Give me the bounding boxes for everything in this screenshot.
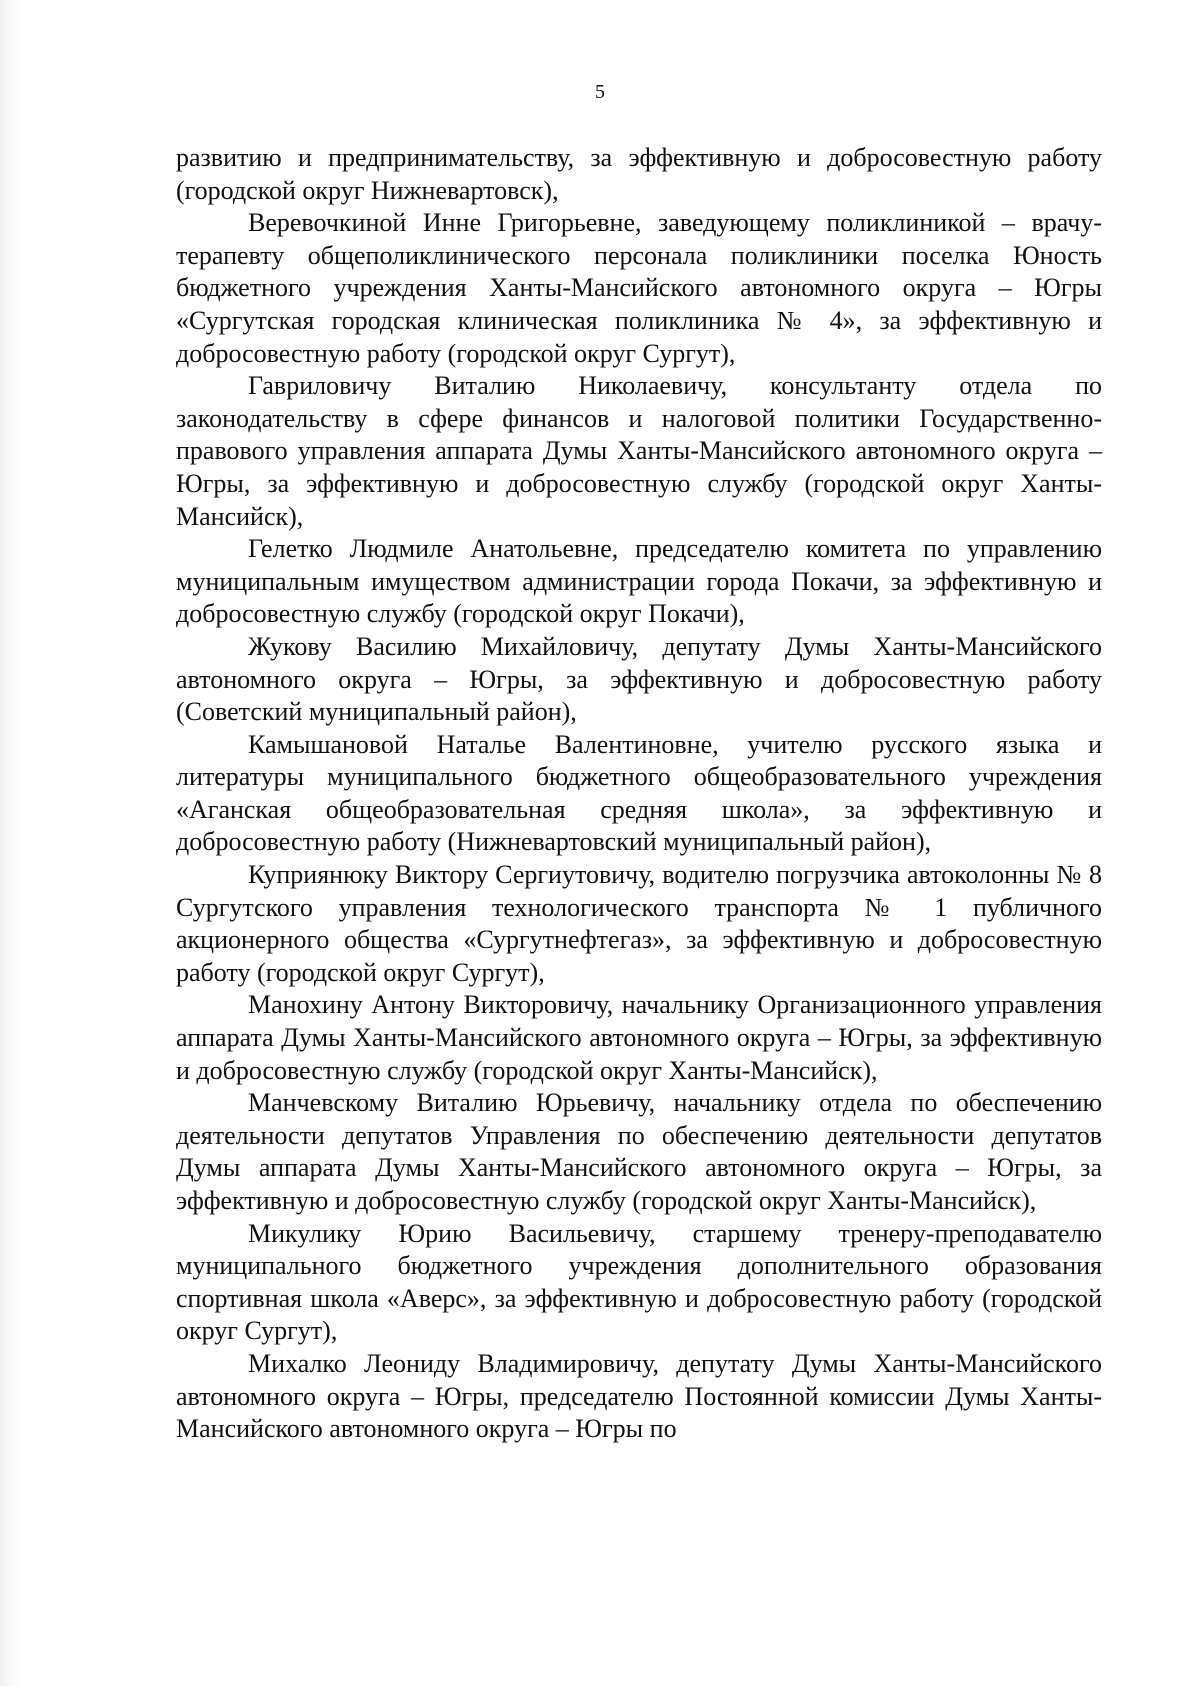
- paragraph: Куприянюку Виктору Сергиутовичу, водителю погрузчика автоколонны № 8 Сургутского управления технологического транспорта № 1 публичного акционерного общества «Сургутнефтегаз», за эффективную и добросовестную работу (городской округ Сургут),: [176, 860, 1102, 987]
- paragraph: Микулику Юрию Васильевичу, старшему тренеру-преподавателю муниципального бюджетного учреждения дополнительного образования спортивная школа «Аверс», за эффективную и добросовестную работу (городской округ Сургут),: [176, 1218, 1102, 1346]
- paragraph: Веревочкиной Инне Григорьевне, заведующему поликлиникой – врачу-терапевту общеполиклинического персонала поликлиники поселка Юность бюджетного учреждения Ханты-Мансийского автономного округа – Югры «Сургутская городская клиническая поликлиника № 4», за эффективную и добросовестную работу (городской округ Сургут),: [176, 208, 1102, 368]
- paragraph: Михалко Леониду Владимировичу, депутату Думы Ханты-Мансийского автономного округа – Югры, председателю Постоянной комиссии Думы Ханты-Мансийского автономного округа – Югры по: [176, 1348, 1102, 1444]
- paragraph: Жукову Василию Михайловичу, депутату Думы Ханты-Мансийского автономного округа – Югры, за эффективную и добросовестную работу (Советский муниципальный район),: [176, 631, 1102, 727]
- paragraph: Манчевскому Виталию Юрьевичу, начальнику отдела по обеспечению деятельности депутатов Управления по обеспечению деятельности депутатов Думы аппарата Думы Ханты-Мансийского автономного округа – Югры, за эффективную и добросовестную службу (городской округ Ханты-Мансийск),: [176, 1088, 1102, 1215]
- scan-edge-shadow: [0, 0, 26, 1686]
- paragraph: Манохину Антону Викторовичу, начальнику Организационного управления аппарата Думы Ханты-Мансийского автономного округа – Югры, за эффективную и добросовестную службу (городской округ Ханты-Мансийск),: [176, 990, 1102, 1085]
- page-number: 5: [595, 81, 605, 103]
- document-body: [176, 142, 1102, 1446]
- paragraph: Гавриловичу Виталию Николаевичу, консультанту отдела по законодательству в сфере финансов и налоговой политики Государственно-правового управления аппарата Думы Ханты-Мансийского автономного округа – Югры, за эффективную и добросовестную службу (городской округ Ханты-Мансийск),: [176, 371, 1102, 531]
- paragraph: Гелетко Людмиле Анатольевне, председателю комитета по управлению муниципальным имуществом администрации города Покачи, за эффективную и добросовестную службу (городской округ Покачи),: [176, 534, 1102, 629]
- paragraph: развитию и предпринимательству, за эффективную и добросовестную работу (городской округ Нижневартовск),: [176, 143, 1102, 205]
- paragraph: Камышановой Наталье Валентиновне, учителю русского языка и литературы муниципального бюджетного общеобразовательного учреждения «Аганская общеобразовательная средняя школа», за эффективную и добросовестную работу (Нижневартовский муниципальный район),: [176, 729, 1102, 857]
